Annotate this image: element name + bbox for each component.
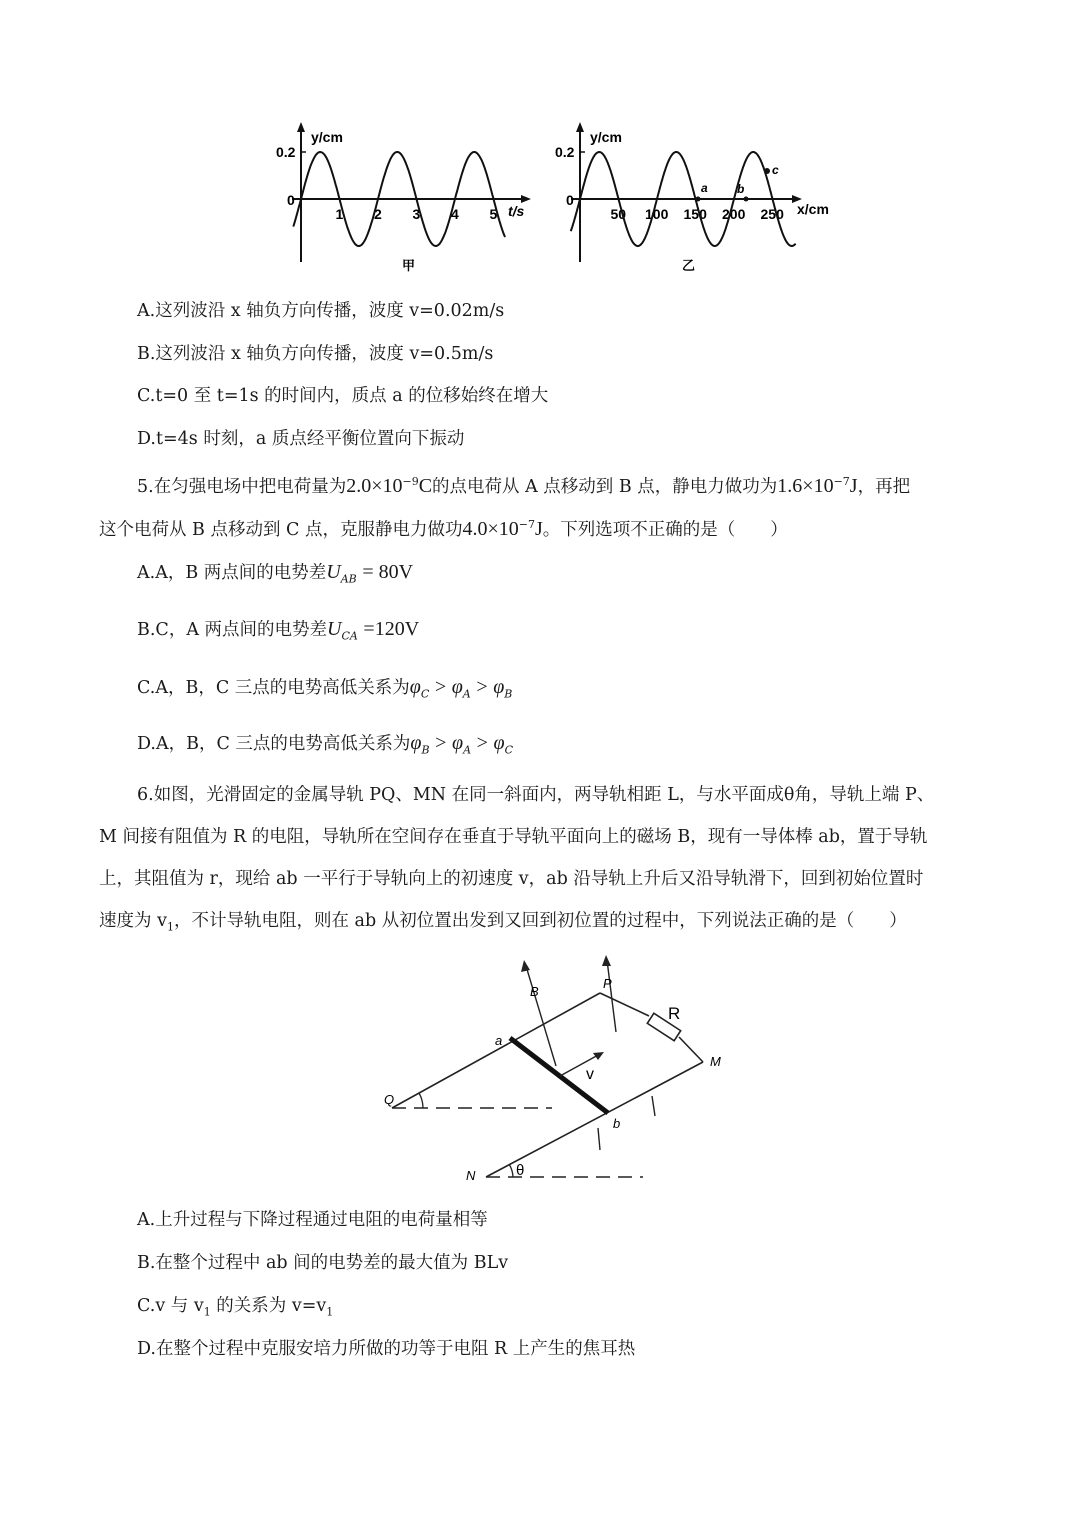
q6-option-a: A.上升过程与下降过程通过电阻的电荷量相等 xyxy=(137,1210,488,1230)
label-n: N xyxy=(466,1168,476,1183)
q6-stem-line1: 6.如图，光滑固定的金属导轨 PQ、MN 在同一斜面内，两导轨相距 L，与水平面成θ角，导轨上端 P、 xyxy=(137,785,935,805)
label-b-end: b xyxy=(613,1116,621,1131)
jia-x-tick-2: 2 xyxy=(374,206,382,222)
velocity-arrowhead xyxy=(593,1052,604,1060)
yi-x-tick-150: 150 xyxy=(683,206,707,222)
q6-stem-line3: 上，其阻值为 r，现给 ab 一平行于导轨向上的初速度 v，ab 沿导轨上升后又沿导轨滑下，回到初始位置时 xyxy=(99,869,924,889)
label-v: v xyxy=(586,1066,594,1083)
rail-pq xyxy=(392,993,600,1108)
wire-r-m xyxy=(679,1037,703,1062)
q4-option-a: A.这列波沿 x 轴负方向传播，波度 v=0.02m/s xyxy=(137,301,505,321)
field-mark-2 xyxy=(652,1096,655,1116)
jia-caption: 甲 xyxy=(402,258,416,273)
yi-point-c-label: c xyxy=(772,163,779,177)
yi-y-tick-label: 0.2 xyxy=(555,144,575,160)
yi-x-label: x/cm xyxy=(797,201,829,217)
yi-point-a-label: a xyxy=(701,181,708,195)
b-field-arrowhead xyxy=(521,960,530,972)
field-mark-1 xyxy=(598,1128,600,1150)
label-theta: θ xyxy=(516,1162,525,1179)
jia-x-tick-3: 3 xyxy=(412,206,421,222)
label-p: P xyxy=(603,976,612,991)
yi-y-label: y/cm xyxy=(590,129,622,145)
q5-stem-line2: 这个电荷从 B 点移动到 C 点，克服静电力做功$4.0\times 10^{-7}J$。下列选项不正确的是（ ） xyxy=(99,517,788,540)
angle-arc-n xyxy=(509,1164,513,1177)
p-field-line xyxy=(607,960,616,1032)
angle-arc-q xyxy=(419,1093,423,1108)
yi-caption: 乙 xyxy=(682,258,696,273)
jia-x-tick-1: 1 xyxy=(335,206,344,222)
yi-x-tick-250: 250 xyxy=(760,206,784,222)
q5-option-c: C.A，B，C 三点的电势高低关系为$\varphi_C > \varphi_A > \varphi_B$ xyxy=(137,676,513,701)
jia-origin: 0 xyxy=(287,192,295,208)
q4-option-d: D.t=4s 时刻，a 质点经平衡位置向下振动 xyxy=(137,429,465,449)
label-b-field: B xyxy=(530,984,539,999)
rail-mn xyxy=(486,1062,703,1177)
wire-p-r xyxy=(600,993,649,1016)
jia-x-tick-4: 4 xyxy=(451,206,459,222)
label-r: R xyxy=(668,1004,681,1023)
q5-option-a: A.A，B 两点间的电势差$U_{AB} = 80V$ xyxy=(137,561,414,586)
yi-x-tick-50: 50 xyxy=(610,206,627,222)
jia-x-label: t/s xyxy=(508,203,525,219)
label-m: M xyxy=(710,1054,721,1069)
yi-x-tick-200: 200 xyxy=(722,206,746,222)
q5-option-d: D.A，B，C 三点的电势高低关系为$\varphi_B > \varphi_A > \varphi_C$ xyxy=(137,732,513,757)
yi-point-b-label: b xyxy=(737,182,745,196)
jia-y-label: y/cm xyxy=(311,129,343,145)
jia-x-tick-5: 5 xyxy=(489,206,498,222)
yi-x-tick-100: 100 xyxy=(645,206,669,222)
yi-origin: 0 xyxy=(566,192,574,208)
label-a: a xyxy=(495,1033,503,1048)
p-field-arrowhead xyxy=(602,955,611,966)
q6-stem-line4: 速度为 $v_1$，不计导轨电阻，则在 ab 从初位置出发到又回到初位置的过程中，下列说法正确的是（ ） xyxy=(99,911,907,934)
q4-option-b: B.这列波沿 x 轴负方向传播，波度 v=0.5m/s xyxy=(137,344,494,364)
velocity-arrow-line xyxy=(560,1054,600,1076)
q6-stem-line2: M 间接有阻值为 R 的电阻，导轨所在空间存在垂直于导轨平面向上的磁场 B，现有一导体棒 ab，置于导轨 xyxy=(99,827,928,847)
q4-option-c: C.t=0 至 t=1s 的时间内，质点 a 的位移始终在增大 xyxy=(137,386,549,406)
q6-option-b: B.在整个过程中 ab 间的电势差的最大值为 BLv xyxy=(137,1253,509,1273)
jia-y-tick-label: 0.2 xyxy=(276,144,296,160)
q5-stem-line1: 5.在匀强电场中把电荷量为$2.0\times 10^{-9}C$的点电荷从 A 点移动到 B 点，静电力做功为$1.6\times 10^{-7}J$，再把 xyxy=(137,474,911,497)
q6-option-c: C.v 与 $v_1$ 的关系为 $v=v_1$ xyxy=(137,1296,334,1319)
label-q: Q xyxy=(384,1092,395,1107)
q5-option-b: B.C，A 两点间的电势差$U_{CA} =120V$ xyxy=(137,618,420,643)
q6-option-d: D.在整个过程中克服安培力所做的功等于电阻 R 上产生的焦耳热 xyxy=(137,1339,636,1359)
